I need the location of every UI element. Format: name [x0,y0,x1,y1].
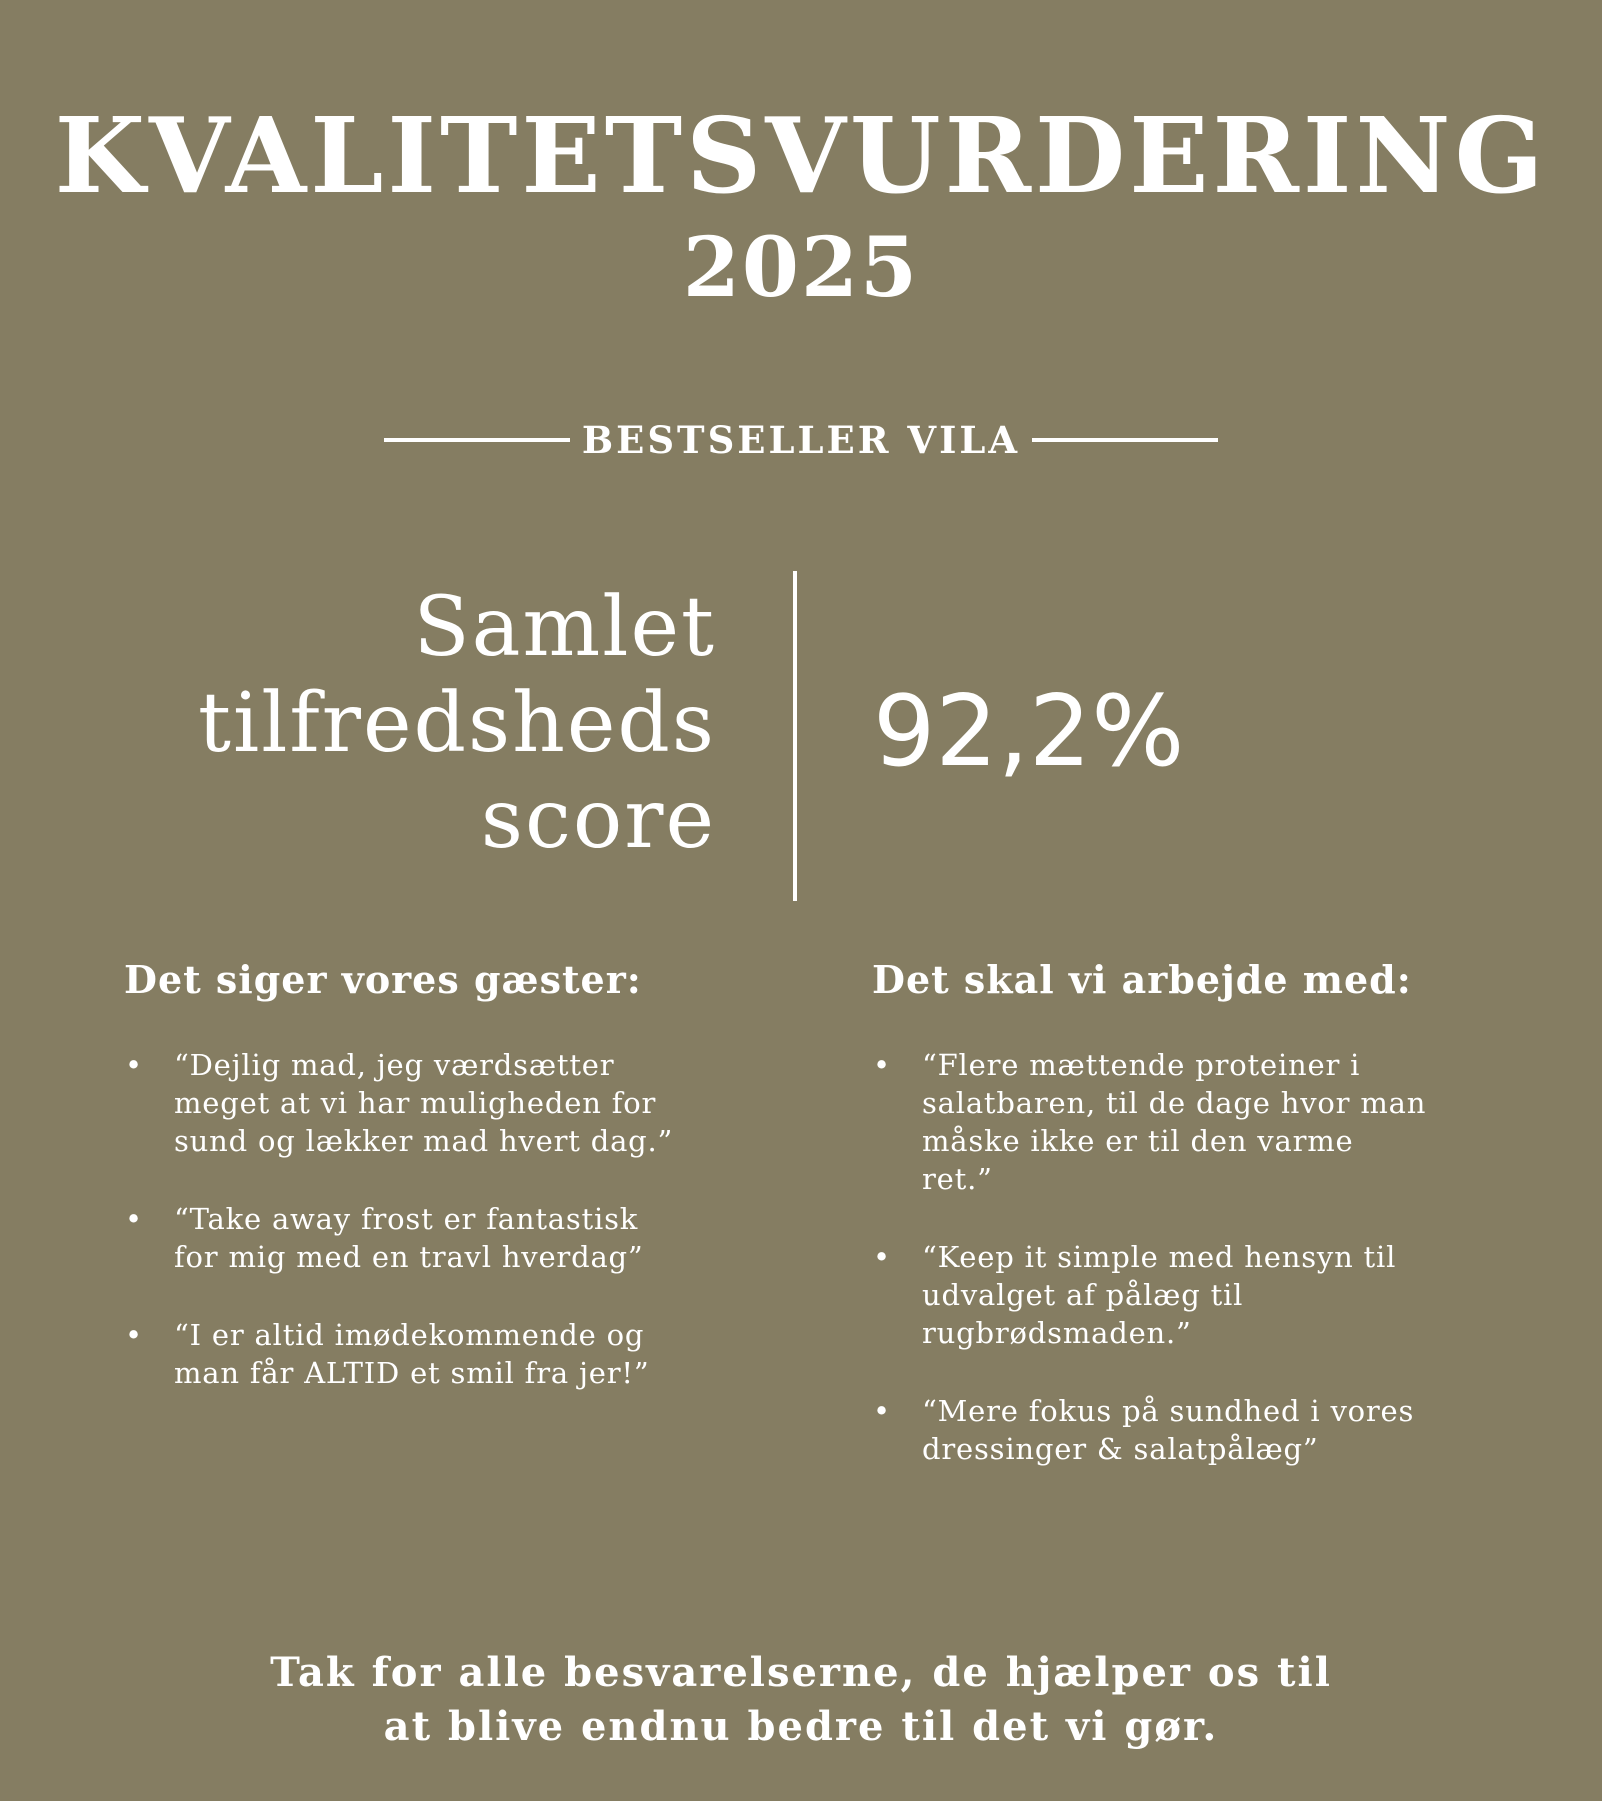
subheader-rule-right [1032,438,1218,442]
list-item [124,1046,684,1160]
footer-message [0,1646,1602,1754]
quote-text: “Dejlig mad, jeg værdsætter meget at vi har muligheden for sund og lækker mad hvert dag.” [174,1048,674,1158]
bullet-icon: • [125,1048,143,1082]
bullet-icon: • [873,1240,891,1274]
score-label-line: Samlet [413,580,716,675]
score-divider [793,571,797,901]
subheader-text: BESTSELLER VILA [581,418,1021,462]
guests-column [124,950,684,1432]
bullet-icon: • [125,1318,143,1352]
improvements-column [872,950,1432,1508]
improvements-quote-list [872,1046,1432,1468]
score-label [150,580,716,868]
subheader-rule-left [384,438,570,442]
improvements-heading: Det skal vi arbejde med: [872,957,1412,1002]
guests-quote-list [124,1046,684,1392]
footer-line: Tak for alle besvarelserne, de hjælper os til [270,1649,1332,1696]
footer-line: at blive endnu bedre til det vi gør. [383,1703,1219,1750]
score-label-line: score [480,772,716,867]
list-item [124,1316,684,1392]
quote-text: “Mere fokus på sundhed i vores dressinger & salatpålæg” [922,1394,1415,1466]
bullet-icon: • [873,1394,891,1428]
guests-heading: Det siger vores gæster: [124,957,642,1002]
list-item [124,1200,684,1276]
quote-text: “Take away frost er fantastisk for mig med en travl hverdag” [174,1202,644,1274]
quote-text: “Keep it simple med hensyn til udvalget af pålæg til rugbrødsmaden.” [922,1240,1397,1350]
page-title: KVALITETSVURDERING [54,94,1548,217]
subheader [0,410,1602,470]
list-item [872,1392,1432,1468]
quote-text: “Flere mættende proteiner i salatbaren, til de dage hvor man måske ikke er til den varme ret.” [922,1048,1427,1196]
score-value: 92,2% [873,675,1185,789]
score-label-line: tilfredsheds [198,676,716,771]
list-item [872,1046,1432,1198]
list-item [872,1238,1432,1352]
bullet-icon: • [873,1048,891,1082]
bullet-icon: • [125,1202,143,1236]
page-title-year: 2025 [682,220,920,316]
quote-text: “I er altid imødekommende og man får ALTID et smil fra jer!” [174,1318,650,1390]
